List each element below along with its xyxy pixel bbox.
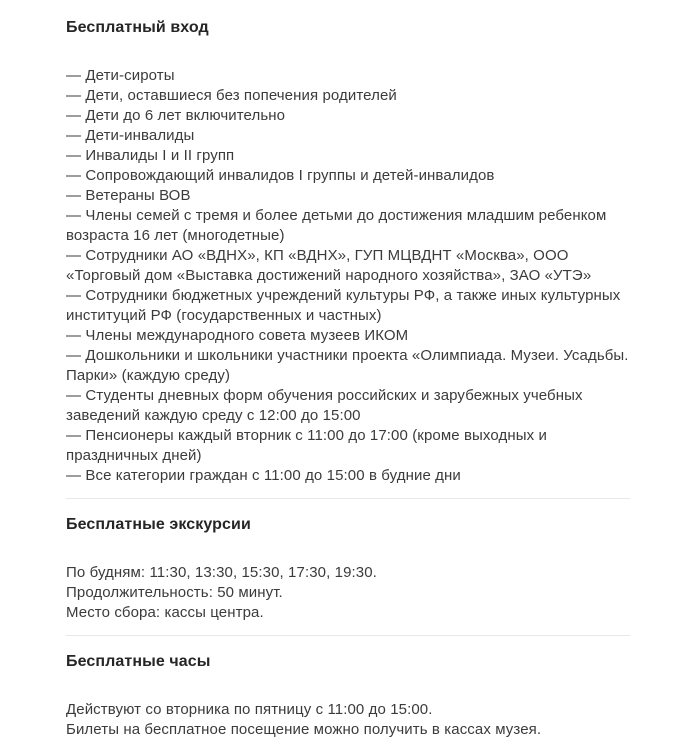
section-title: Бесплатный вход	[66, 19, 209, 36]
free-entry-list	[66, 66, 630, 486]
list-item: — Дети, оставшиеся без попечения родителей	[66, 87, 397, 104]
paragraph-line: Действуют со вторника по пятницу с 11:00 до 15:00.	[66, 701, 433, 718]
list-item: — Члены международного совета музеев ИКОМ	[66, 327, 409, 344]
list-item: — Сотрудники АО «ВДНХ», КП «ВДНХ», ГУП МЦВДНТ «Москва», ООО «Торговый дом «Выставка достижений народного хозяйства», ЗАО «УТЭ»	[66, 247, 592, 284]
list-item: — Сотрудники бюджетных учреждений культуры РФ, а также иных культурных институций РФ (государственных и частных)	[66, 287, 621, 324]
section-divider	[66, 635, 630, 636]
section-free-entry	[66, 18, 630, 486]
paragraph-line: Билеты на бесплатное посещение можно получить в кассах музея.	[66, 721, 542, 738]
list-item: — Все категории граждан с 11:00 до 15:00 в будние дни	[66, 467, 461, 484]
section-divider	[66, 498, 630, 499]
section-title: Бесплатные экскурсии	[66, 516, 251, 533]
section-title: Бесплатные часы	[66, 653, 211, 670]
paragraph-line: Продолжительность: 50 минут.	[66, 584, 283, 601]
section-free-excursions	[66, 515, 630, 623]
list-item: — Члены семей с тремя и более детьми до достижения младшим ребенком возраста 16 лет (многодетные)	[66, 207, 607, 244]
section-free-hours	[66, 652, 630, 740]
list-item: — Дети до 6 лет включительно	[66, 107, 286, 124]
paragraph-line: Место сбора: кассы центра.	[66, 604, 264, 621]
free-excursions-text	[66, 563, 630, 623]
list-item: — Инвалиды I и II групп	[66, 147, 235, 164]
list-item: — Пенсионеры каждый вторник с 11:00 до 17:00 (кроме выходных и праздничных дней)	[66, 427, 547, 464]
list-item: — Дети-сироты	[66, 67, 175, 84]
paragraph-line: По будням: 11:30, 13:30, 15:30, 17:30, 19:30.	[66, 564, 377, 581]
list-item: — Дети-инвалиды	[66, 127, 195, 144]
list-item: — Сопровождающий инвалидов I группы и детей-инвалидов	[66, 167, 495, 184]
list-item: — Студенты дневных форм обучения российских и зарубежных учебных заведений каждую среду с 12:00 до 15:00	[66, 387, 583, 424]
list-item: — Ветераны ВОВ	[66, 187, 191, 204]
list-item: — Дошкольники и школьники участники проекта «Олимпиада. Музеи. Усадьбы. Парки» (каждую среду)	[66, 347, 629, 384]
free-hours-text	[66, 700, 630, 740]
